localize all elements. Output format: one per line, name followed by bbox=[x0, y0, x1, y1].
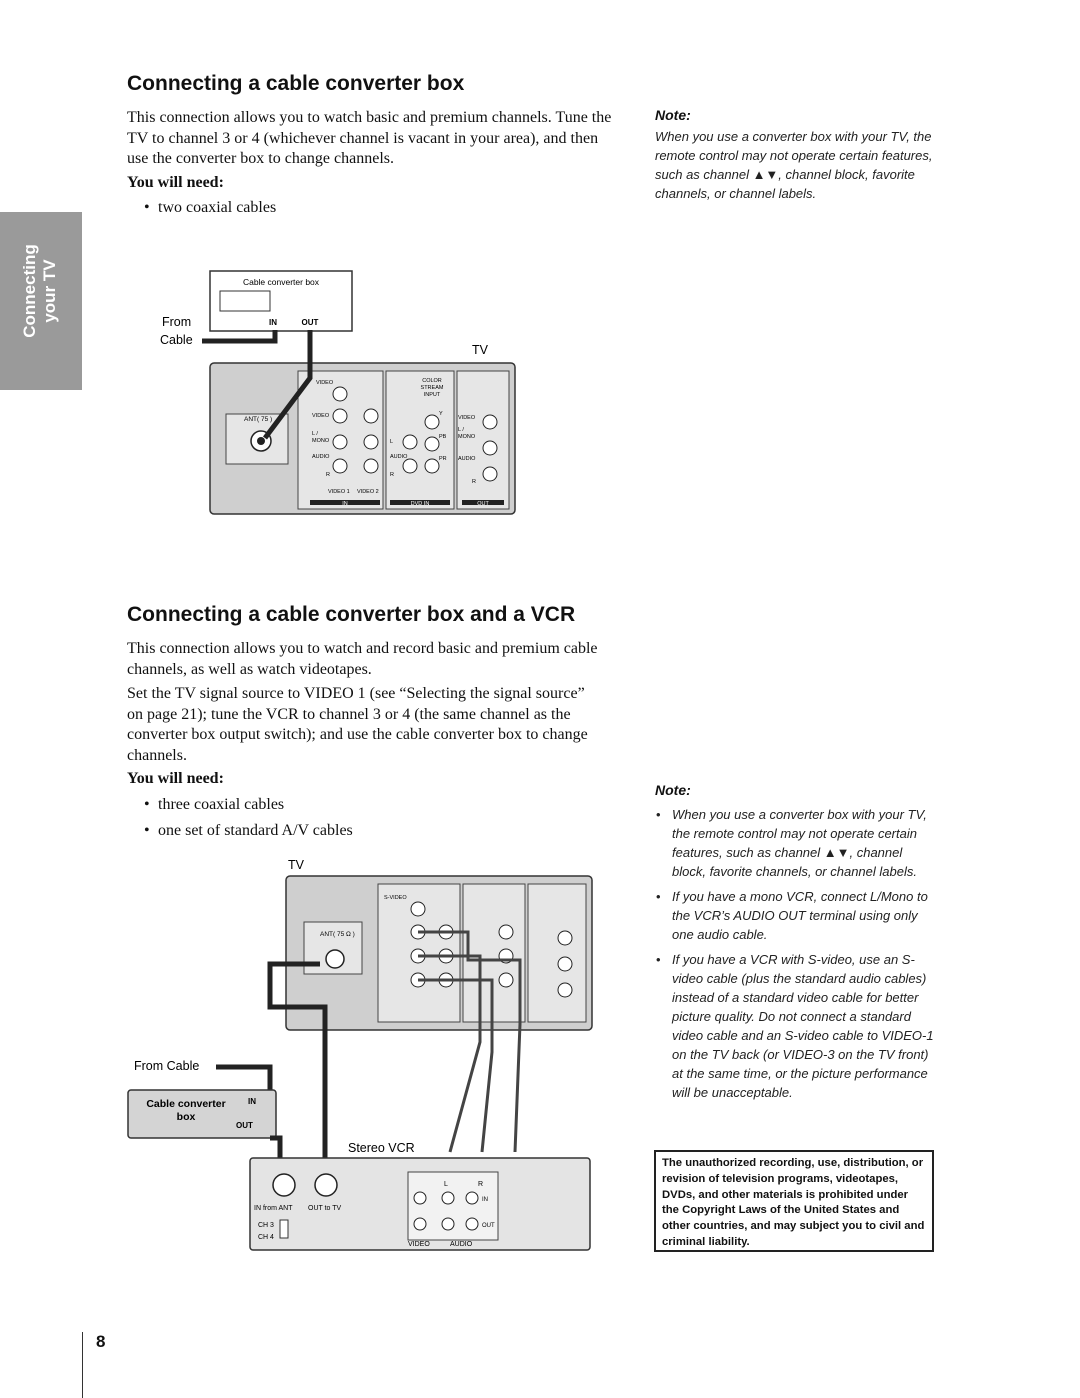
note1-heading: Note: bbox=[655, 107, 691, 123]
audio1-r-jack bbox=[333, 459, 347, 473]
video2-label: VIDEO 2 bbox=[357, 489, 379, 495]
channel-switch bbox=[280, 1220, 288, 1238]
ant-jack bbox=[326, 950, 344, 968]
list-item: • one set of standard A/V cables bbox=[144, 818, 353, 844]
svideo-jack bbox=[411, 902, 425, 916]
section2-heading: Connecting a cable converter box and a VCR bbox=[127, 603, 576, 626]
vcr-audio-label: AUDIO bbox=[450, 1241, 473, 1248]
vcr-audio-r-in-jack bbox=[466, 1192, 478, 1204]
note-item: • If you have a mono VCR, connect L/Mono to the VCR’s AUDIO OUT terminal using only one audio cable. bbox=[655, 887, 937, 944]
converter-out-label: OUT bbox=[236, 1121, 253, 1130]
converter-out-label: OUT bbox=[301, 318, 319, 327]
out-lmono-label2: MONO bbox=[458, 434, 476, 440]
side-tab-label: Connecting your TV bbox=[20, 244, 59, 338]
from-label: From bbox=[162, 315, 192, 329]
converter-in-label: IN bbox=[248, 1097, 256, 1106]
r-label: R bbox=[390, 472, 394, 478]
converter-display bbox=[220, 291, 270, 311]
video-label: VIDEO bbox=[312, 413, 330, 419]
note-item: • If you have a VCR with S-video, use an S-video cable (plus the standard audio cables) instead of a standard video cable for better picture quality. Do not connect a standard video cable and an S-video cable to VIDEO-1 on the TV back (or VIDEO-3 on the TV front) at the same time, or the picture performance will be unacceptable. bbox=[655, 950, 937, 1102]
section2-body2: Set the TV signal source to VIDEO 1 (see “Selecting the signal source” on page 21); tune the VCR to channel 3 or 4 (the same channel as the converter box output switch); and use the cable converter box to change channels. bbox=[127, 685, 588, 764]
ant-label: ANT( 75 Ω ) bbox=[320, 931, 355, 938]
out-r-label: R bbox=[472, 479, 476, 485]
color-stream-label: STREAM bbox=[420, 385, 444, 391]
vcr-audio-l-out-jack bbox=[442, 1218, 454, 1230]
svideo-label: VIDEO bbox=[316, 380, 334, 386]
audio2-r-jack bbox=[364, 459, 378, 473]
l-label: L bbox=[390, 439, 394, 445]
out-to-tv-label: OUT to TV bbox=[308, 1205, 342, 1212]
ch3-label: CH 3 bbox=[258, 1222, 274, 1229]
out-audio-r-jack bbox=[558, 983, 572, 997]
svideo-jack bbox=[333, 387, 347, 401]
section1-body: This connection allows you to watch basic and premium channels. Tune the TV to channel 3 or 4 (whichever channel is vacant in your area), and then use the converter box to change channels. bbox=[127, 109, 612, 167]
converter-label-2: box bbox=[176, 1111, 196, 1123]
color-stream-label: COLOR bbox=[422, 378, 442, 384]
pb-jack bbox=[425, 437, 439, 451]
from-cable-label: From Cable bbox=[134, 1059, 200, 1073]
ant-jack-core bbox=[257, 437, 265, 445]
note1-text: When you use a converter box with your TV, the remote control may not operate certain features, such as channel ▲▼, channel block, favorite channels, or channel labels. bbox=[655, 129, 933, 201]
audio2-l-jack bbox=[364, 435, 378, 449]
vcr-video-out-jack bbox=[414, 1218, 426, 1230]
vcr-audio-l-in-jack bbox=[442, 1192, 454, 1204]
section2-body1: This connection allows you to watch and record basic and premium cable channels, as well as watch videotapes. bbox=[127, 640, 598, 678]
ant-label: ANT( 75 ) bbox=[244, 416, 273, 423]
tv-label: TV bbox=[472, 343, 488, 357]
vcr-audio-r-out-jack bbox=[466, 1218, 478, 1230]
vcr-l-label: L bbox=[444, 1181, 448, 1188]
out-audio-l-jack bbox=[483, 441, 497, 455]
pr-label: PR bbox=[439, 456, 447, 462]
out-video-jack bbox=[483, 415, 497, 429]
vcr-out-tv-jack bbox=[315, 1174, 337, 1196]
audio1-l-jack bbox=[333, 435, 347, 449]
y-label: Y bbox=[439, 411, 443, 417]
dvd-in-bar-label: DVD IN bbox=[410, 501, 430, 507]
dvd-audio-r-jack bbox=[403, 459, 417, 473]
vcr-out-label: OUT bbox=[482, 1223, 495, 1229]
color-stream-label: INPUT bbox=[423, 392, 441, 398]
dvd-in-block bbox=[386, 371, 454, 509]
ch4-label: CH 4 bbox=[258, 1234, 274, 1241]
tv-label: TV bbox=[288, 858, 304, 872]
svideo-label: S-VIDEO bbox=[384, 895, 407, 901]
r-label: R bbox=[326, 472, 330, 478]
list-item: • three coaxial cables bbox=[144, 792, 353, 818]
section1-need-label: You will need: bbox=[127, 174, 224, 191]
audio-label: AUDIO bbox=[312, 454, 330, 460]
vcr-video-in-jack bbox=[414, 1192, 426, 1204]
in-from-ant-label: IN from ANT bbox=[254, 1205, 293, 1212]
video2-jack bbox=[364, 409, 378, 423]
pr-jack bbox=[499, 973, 513, 987]
diagram-cable-box-connection bbox=[150, 268, 530, 520]
note2-heading: Note: bbox=[655, 782, 691, 798]
out-video-jack bbox=[558, 931, 572, 945]
out-block bbox=[457, 371, 509, 509]
section2-needs-list bbox=[144, 792, 353, 844]
audio-label: AUDIO bbox=[390, 454, 408, 460]
pb-label: PB bbox=[439, 434, 447, 440]
lmono-label: L / bbox=[312, 431, 318, 437]
section1-heading: Connecting a cable converter box bbox=[127, 72, 465, 95]
section1-needs-list bbox=[144, 195, 276, 221]
section2-need-label: You will need: bbox=[127, 770, 224, 787]
cable-label: Cable bbox=[160, 333, 193, 347]
vcr-in-ant-jack bbox=[273, 1174, 295, 1196]
vcr-video-label: VIDEO bbox=[408, 1241, 430, 1248]
stereo-vcr-label: Stereo VCR bbox=[348, 1141, 415, 1155]
dvd-in-block bbox=[463, 884, 525, 1022]
converter-in-label: IN bbox=[269, 318, 277, 327]
diagram-cable-box-vcr-connection bbox=[120, 852, 600, 1257]
y-jack bbox=[425, 415, 439, 429]
section-side-tab bbox=[0, 212, 82, 390]
out-bar-label: OUT bbox=[477, 501, 489, 507]
lmono-label2: MONO bbox=[312, 438, 330, 444]
converter-box-label: Cable converter box bbox=[242, 277, 320, 287]
y-jack bbox=[499, 925, 513, 939]
vcr-r-label: R bbox=[478, 1181, 484, 1188]
out-video-label: VIDEO bbox=[458, 415, 476, 421]
dvd-audio-l-jack bbox=[403, 435, 417, 449]
out-audio-label: AUDIO bbox=[458, 456, 476, 462]
page-number-rule bbox=[82, 1332, 83, 1398]
out-lmono-label: L / bbox=[458, 427, 464, 433]
pr-jack bbox=[425, 459, 439, 473]
note-item: • When you use a converter box with your TV, the remote control may not operate certain features, such as channel ▲▼, channel block, favorite channels, or channel labels. bbox=[655, 805, 937, 881]
video1-label: VIDEO 1 bbox=[328, 489, 350, 495]
page-number: 8 bbox=[96, 1332, 106, 1351]
list-item: • two coaxial cables bbox=[144, 195, 276, 221]
video1-jack bbox=[333, 409, 347, 423]
out-block bbox=[528, 884, 586, 1022]
out-audio-l-jack bbox=[558, 957, 572, 971]
out-audio-r-jack bbox=[483, 467, 497, 481]
converter-label: Cable converter bbox=[146, 1098, 226, 1110]
vcr-in-label: IN bbox=[482, 1197, 488, 1203]
in-bar-label: IN bbox=[342, 501, 348, 507]
note2-list bbox=[655, 805, 937, 1108]
copyright-warning: The unauthorized recording, use, distribution, or revision of television programs, videotapes, DVDs, and other materials is prohibited under the Copyright Laws of the United States and other countries, and may subject you to civil and criminal liability. bbox=[654, 1150, 934, 1252]
